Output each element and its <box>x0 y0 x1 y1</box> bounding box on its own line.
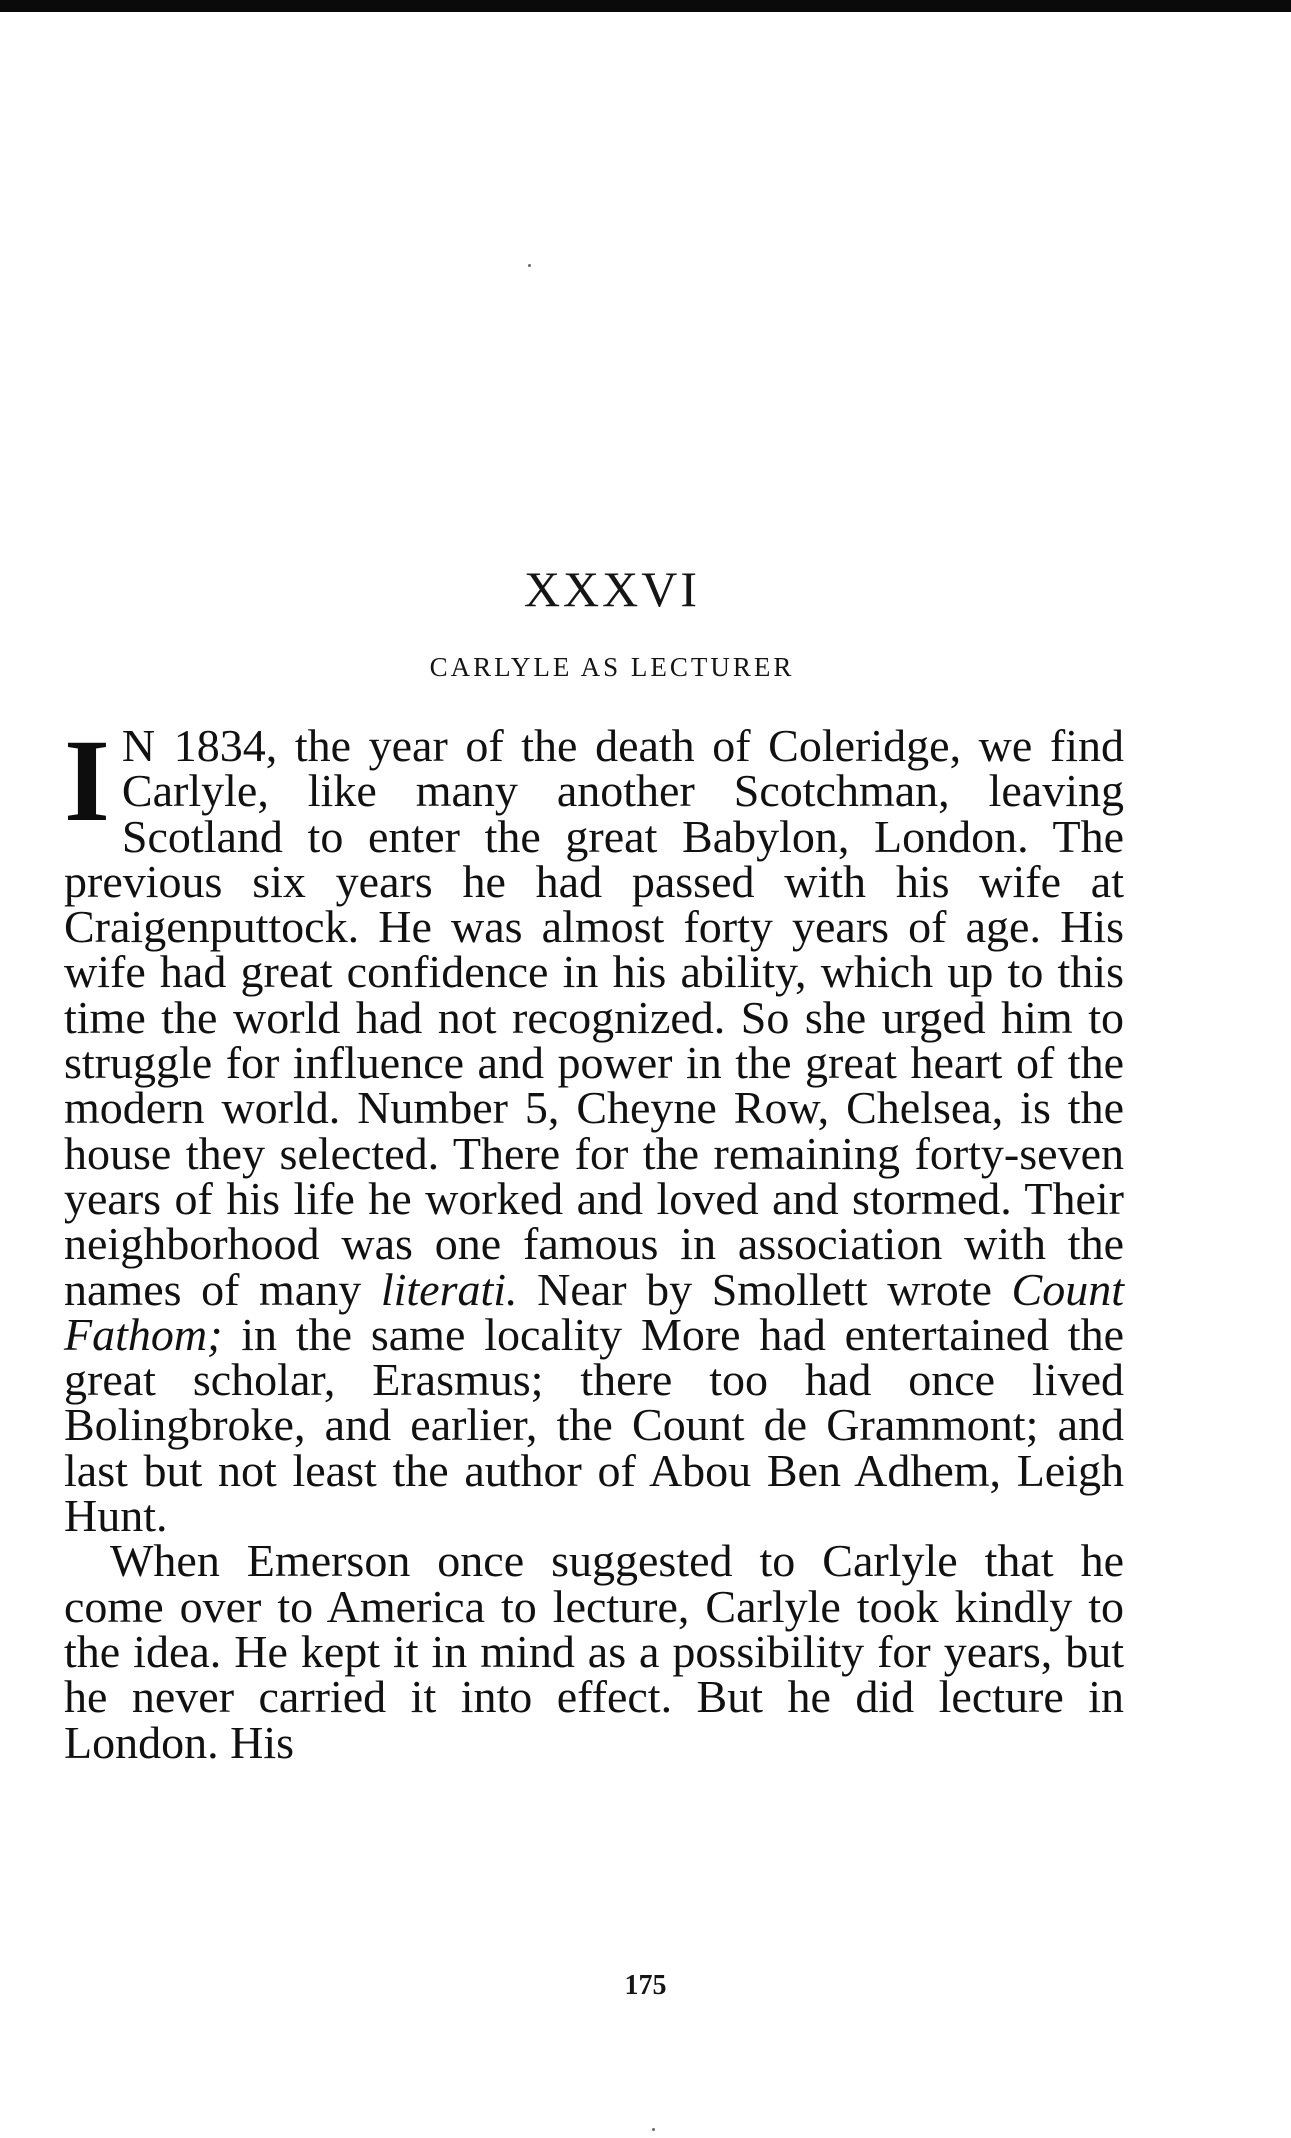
paper-speck <box>652 2128 655 2131</box>
paper-speck <box>528 264 531 267</box>
paragraph-1-text-3: in the same locality More had entertained the great scholar, Erasmus; there too had once lived Bolingbroke, and earlier, the Count de Grammont; and last but not least the author of Abou Ben Adhem, Leigh Hunt. <box>64 1308 1124 1542</box>
drop-cap: I <box>64 715 110 846</box>
opening-letter: N <box>121 720 157 771</box>
page-body <box>64 560 1124 1768</box>
chapter-title: CARLYLE AS LECTURER <box>429 652 795 682</box>
paragraph-1-text: 1834, the year of the death of Coleridge, we find Carlyle, like many another Scotchman, leaving Scotland to enter the great Babylon, London. The previous six years he had passed with his wife at Craigenputtock. He was almost forty years of age. His wife had great confidence in his ability, which up to this time the world had not recognized. So she urged him to struggle for influence and power in the great heart of the modern world. Number 5, Cheyne Row, Chelsea, is the house they selected. There for the remaining forty-seven years of his life he worked and loved and stormed. Their neighborhood was one famous in association with the names of many <box>64 720 1124 1315</box>
paragraph-1-text-2: Near by Smollett wrote <box>517 1263 1012 1315</box>
paragraph-1 <box>64 715 1124 1542</box>
italic-count-fathom: Count Fathom; <box>64 1263 1124 1360</box>
italic-literati: literati. <box>380 1263 518 1315</box>
paragraph-2 <box>64 1535 1124 1768</box>
page-top-edge <box>0 0 1291 12</box>
page-number: 175 <box>624 1970 667 2001</box>
paragraph-2-text: When Emerson once suggested to Carlyle that he come over to America to lecture, Carlyle took kindly to the idea. He kept it in mind as a possibility for years, but he never carried it into effect. But he did lecture in London. His <box>64 1535 1124 1768</box>
chapter-number: XXXVI <box>523 561 701 617</box>
